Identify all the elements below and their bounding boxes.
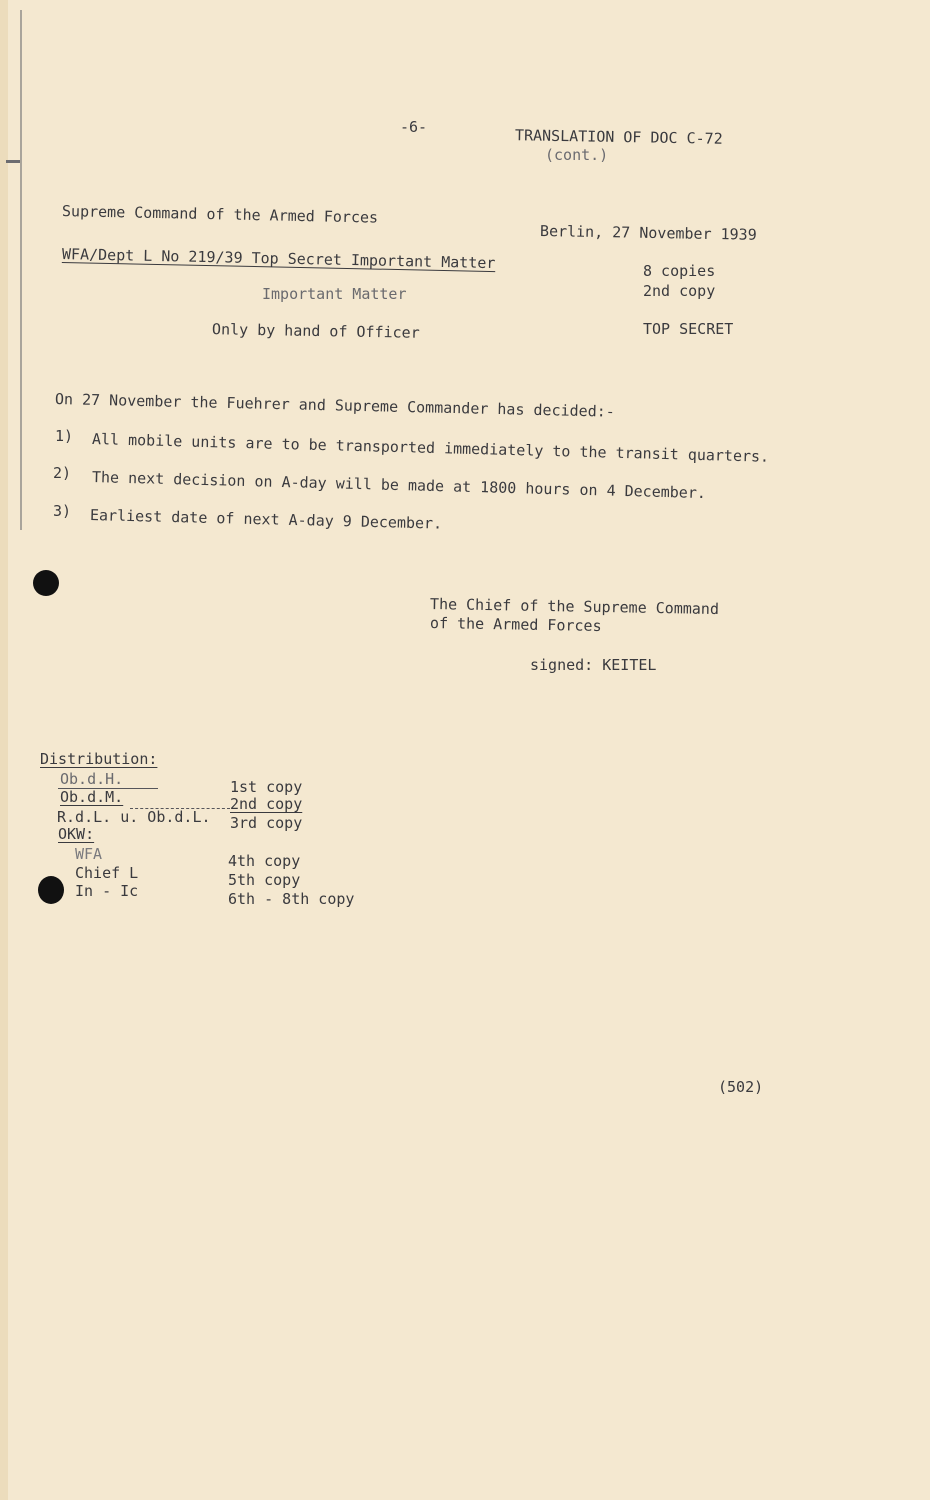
signatory-title-line2: of the Armed Forces [429, 614, 602, 635]
distribution-recipient-3: R.d.L. u. Ob.d.L. [57, 808, 211, 826]
distribution-recipient-2: Ob.d.M. [60, 788, 124, 806]
distribution-copy-1: 1st copy [230, 778, 303, 796]
distribution-recipient-1: Ob.d.H. [60, 770, 124, 788]
item-1-number: 1) [55, 427, 74, 445]
document-number: (502) [718, 1078, 764, 1096]
item-3-text: Earliest date of next A-day 9 December. [89, 506, 443, 533]
translation-cont: (cont.) [545, 146, 609, 164]
reference-number: WFA/Dept L No 219/39 Top Secret Important Matter [61, 245, 496, 273]
delivery-instruction: Only by hand of Officer [211, 320, 420, 342]
okw-copy-3: 6th - 8th copy [228, 890, 355, 908]
item-2-text: The next decision on A-day will be made at 1800 hours on 4 December. [91, 468, 707, 503]
ink-blot [33, 570, 59, 596]
staple-mark [6, 160, 20, 163]
distribution-copy-2: 2nd copy [230, 795, 303, 813]
okw-recipient-2: Chief L [75, 864, 139, 882]
item-2-number: 2) [53, 464, 72, 482]
distribution-copy-3: 3rd copy [230, 814, 303, 832]
signatory-title-line1: The Chief of the Supreme Command [429, 595, 720, 619]
place-and-date: Berlin, 27 November 1939 [539, 222, 757, 244]
margin-binding-mark [20, 10, 22, 530]
distribution-heading: Distribution: [40, 750, 158, 768]
okw-copy-2: 5th copy [228, 871, 301, 889]
important-matter-label: Important Matter [262, 285, 407, 303]
issuing-organization: Supreme Command of the Armed Forces [61, 202, 379, 227]
ink-blot [38, 876, 64, 904]
page-number: -6- [400, 118, 428, 136]
okw-label: OKW: [58, 825, 95, 843]
item-1-text: All mobile units are to be transported immediately to the transit quarters. [91, 430, 770, 466]
okw-recipient-1: WFA [75, 845, 103, 863]
classification-label: TOP SECRET [643, 320, 734, 338]
signature-line: signed: KEITEL [530, 656, 657, 674]
page-edge [0, 0, 8, 1500]
copy-number: 2nd copy [643, 282, 716, 300]
copies-count: 8 copies [643, 262, 716, 280]
okw-recipient-3: In - Ic [75, 882, 139, 900]
translation-title: TRANSLATION OF DOC C-72 [514, 126, 723, 148]
decision-intro: On 27 November the Fuehrer and Supreme Commander has decided:- [54, 390, 615, 421]
okw-copy-1: 4th copy [228, 852, 301, 870]
item-3-number: 3) [53, 502, 72, 520]
